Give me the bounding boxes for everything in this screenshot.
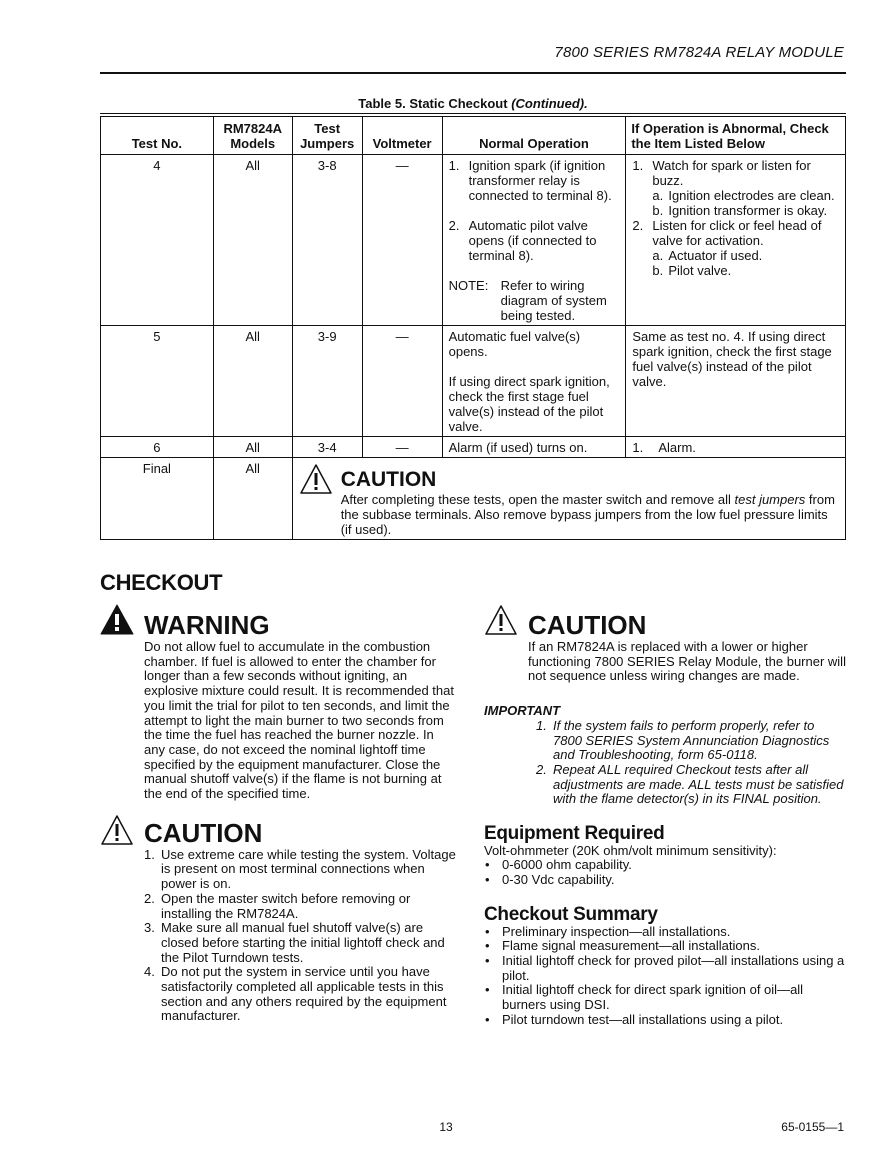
caution-text: If an RM7824A is replaced with a lower or higher functioning 7800 SERIES Relay Module, the burner will not sequence unless wiring changes are made. [528, 639, 846, 684]
equipment-list [484, 858, 846, 887]
list-item: 1. Ignition spark (if ignition transformer relay is connected to terminal 8). [448, 158, 612, 203]
header-models: RM7824A Models [213, 117, 292, 155]
header-voltmeter: Voltmeter [362, 117, 442, 155]
caution-title: CAUTION [340, 468, 437, 491]
list-item: 3. Make sure all manual fuel shutoff valve(s) are closed before starting the initial lightoff check and the Pilot Turndown tests. [144, 920, 445, 965]
checkout-heading: CHECKOUT [100, 570, 223, 595]
summary-heading: Checkout Summary [484, 903, 658, 925]
normal-text: If using direct spark ignition, check the first stage fuel valve(s) instead of the pilot valve. [448, 374, 610, 434]
caution-block [484, 604, 846, 684]
warning-triangle-icon [100, 604, 134, 636]
list-item: 1. If the system fails to perform properly, refer to 7800 SERIES System Annunciation Diagnostics and Troubleshooting, form 65-0118. [536, 717, 830, 763]
table-caption-main: Table 5. Static Checkout [358, 96, 512, 111]
caution-text: After completing these tests, open the master switch and remove all test jumpers from the subbase terminals. Also remove bypass jumpers from the low fuel pressure limits (if used). [340, 492, 835, 537]
caution-block [100, 814, 458, 1024]
sub-item: b. Pilot valve. [652, 263, 732, 278]
caution-heading: CAUTION [144, 817, 263, 848]
cell-normal-operation: Alarm (if used) turns on. [442, 437, 626, 458]
cell-models: All [213, 326, 292, 437]
list-item: • Flame signal measurement—all installations. [484, 939, 846, 954]
warning-block [100, 604, 458, 802]
equipment-intro: Volt-ohmmeter (20K ohm/volt minimum sensitivity): [484, 842, 777, 858]
list-item: 1. Alarm. [632, 440, 696, 455]
note [449, 278, 620, 323]
list-item: 2. Automatic pilot valve opens (if connected to terminal 8). [448, 218, 597, 263]
static-checkout-table [100, 116, 846, 540]
normal-text: Automatic fuel valve(s) opens. [448, 329, 581, 359]
sub-item: a. Actuator if used. [652, 248, 763, 263]
table-row [101, 326, 846, 437]
list-item: 2. Open the master switch before removing or installing the RM7824A. [144, 890, 411, 921]
cell-jumpers: 3-9 [292, 326, 362, 437]
cell-test-no: 5 [101, 326, 214, 437]
cell-jumpers: 3-8 [292, 155, 362, 326]
list-item: 1. Watch for spark or listen for buzz. a. Ignition electrodes are clean. b. Ignition transformer is okay. [632, 158, 839, 218]
cell-jumpers: 3-4 [292, 437, 362, 458]
list-item: • 0-30 Vdc capability. [484, 873, 846, 888]
cell-final-caution [292, 458, 845, 540]
list-item: • Preliminary inspection—all installations. [484, 925, 846, 940]
cell-abnormal: Same as test no. 4. If using direct spark ignition, check the first stage fuel valve(s) instead of the pilot valve. [626, 326, 846, 437]
list-item: 2. Repeat ALL required Checkout tests after all adjustments are made. ALL tests must be satisfied with the flame detector(s) in its FINAL position. [536, 761, 844, 807]
cell-test-no: 4 [101, 155, 214, 326]
sub-item: a. Ignition electrodes are clean. [652, 188, 835, 203]
cell-voltmeter: — [362, 437, 442, 458]
warning-text: Do not allow fuel to accumulate in the combustion chamber. If fuel is allowed to enter the chamber for longer than a few seconds without igniting, an explosive mixture could result. It is recommended that you limit the trial for pilot to ten seconds, and limit the attempt to light the main burner to two seconds from the time the fuel has reached the burner nozzle. In any case, do not exceed the nominal lightoff time specified by the equipment manufacturer. Close the manual shutoff valve(s) if the flame is not burning at the end of the specified time. [144, 639, 454, 802]
list-item: 1. Use extreme care while testing the system. Voltage is present on most terminal connections when power is on. [144, 846, 456, 892]
page-number: 13 [439, 1120, 453, 1134]
note-label: NOTE: [448, 278, 489, 293]
summary-list [484, 925, 846, 1028]
caution-triangle-icon [299, 463, 333, 495]
cell-abnormal [626, 437, 846, 458]
cell-voltmeter: — [362, 155, 442, 326]
caution-heading: CAUTION [528, 610, 647, 640]
list-item: • Initial lightoff check for direct spark ignition of oil—all burners using DSI. [484, 983, 846, 1012]
warning-heading: WARNING [144, 610, 270, 640]
form-number: 65-0155—1 [781, 1120, 844, 1134]
cell-models: All [213, 437, 292, 458]
header-normal-operation: Normal Operation [442, 117, 626, 155]
caution-triangle-icon [484, 604, 518, 636]
cell-abnormal [626, 155, 846, 326]
list-item: 2. Listen for click or feel head of valve for activation. a. Actuator if used. b. Pilot valve. [632, 218, 839, 278]
table-row [101, 155, 846, 326]
cell-test-no: Final [101, 458, 214, 540]
left-column [100, 604, 458, 1024]
list-item: • 0-6000 ohm capability. [484, 858, 846, 873]
header-abnormal: If Operation is Abnormal, Check the Item Listed Below [626, 117, 846, 155]
cell-test-no: 6 [101, 437, 214, 458]
caution-triangle-icon [100, 814, 134, 846]
header-rule [100, 72, 846, 74]
cell-models: All [213, 155, 292, 326]
important-label: IMPORTANT [484, 703, 561, 719]
cell-normal-operation [442, 326, 626, 437]
table-row [101, 458, 846, 540]
caption-rule [100, 113, 846, 114]
table-row [101, 437, 846, 458]
sub-item: b. Ignition transformer is okay. [652, 203, 828, 218]
list-item: 4. Do not put the system in service until you have satisfactorily completed all applicable tests in this section and any others required by the equipment manufacturer. [144, 964, 447, 1024]
equipment-heading: Equipment Required [484, 823, 665, 845]
list-item: • Initial lightoff check for proved pilot—all installations using a pilot. [484, 954, 846, 983]
cell-normal-operation [442, 155, 626, 326]
header-jumpers: Test Jumpers [292, 117, 362, 155]
running-header: 7800 SERIES RM7824A RELAY MODULE [554, 44, 844, 61]
list-item: • Pilot turndown test—all installations using a pilot. [484, 1013, 846, 1028]
table-header-row [101, 117, 846, 155]
cell-models: All [213, 458, 292, 540]
table-caption [100, 96, 846, 111]
table-caption-continued: (Continued). [511, 96, 588, 111]
right-column [484, 604, 846, 1027]
header-test-no: Test No. [101, 117, 214, 155]
note-text: Refer to wiring diagram of system being tested. [500, 278, 607, 323]
important-list [536, 719, 846, 807]
cell-voltmeter: — [362, 326, 442, 437]
